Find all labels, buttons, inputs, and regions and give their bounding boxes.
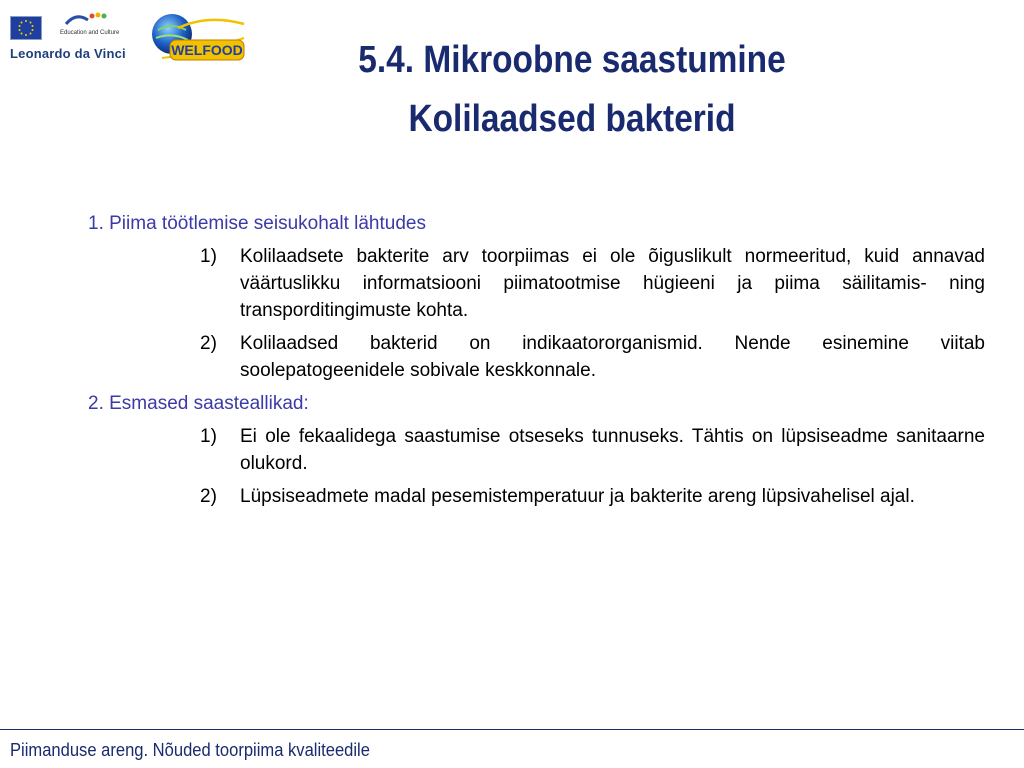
welfood-logo-icon <box>148 8 248 70</box>
item-text: Lüpsiseadmete madal pesemistemperatuur ja bakterite areng lüpsivahelisel ajal. <box>240 486 915 507</box>
item-number: 1) <box>200 426 217 447</box>
item-text: Kolilaadsed bakterid on indikaatororganismid. Nende esinemine viitab soolepatogeenidele sobivale keskkonnale. <box>240 333 985 381</box>
item-text: Kolilaadsete bakterite arv toorpiimas ei ole õiguslikult normeeritud, kuid annavad väärtuslikku informatsiooni piimatootmise hügieeni ja piima säilitamis- ning transporditingimuste kohta. <box>240 246 985 321</box>
edu-caption: Education and Culture <box>60 30 120 36</box>
eu-flag-icon <box>10 16 42 40</box>
item-number: 2) <box>200 486 217 507</box>
list-item <box>88 243 985 324</box>
slide-subtitle: Kolilaadsed bakterid <box>408 98 736 140</box>
item-text: Ei ole fekaalidega saastumise otseseks tunnuseks. Tähtis on lüpsiseadme sanitaarne olukord. <box>240 426 985 474</box>
section-heading-2: 2. Esmased saasteallikad: <box>88 393 309 414</box>
program-name: Leonardo da Vinci <box>10 46 126 61</box>
footer-divider <box>0 729 1024 730</box>
list-item <box>88 423 985 477</box>
slide-body <box>88 210 985 510</box>
item-number: 2) <box>200 333 217 354</box>
list-item <box>88 330 985 384</box>
svg-text:WELFOOD: WELFOOD <box>171 42 243 58</box>
logo-area <box>0 0 260 80</box>
footer-text: Piimanduse areng. Nõuded toorpiima kvaliteedile <box>10 740 370 760</box>
education-culture-icon <box>62 10 112 28</box>
section-heading-1: 1. Piima töötlemise seisukohalt lähtudes <box>88 213 426 234</box>
list-item <box>88 483 985 510</box>
slide-title: 5.4. Mikroobne saastumine <box>358 39 786 81</box>
item-number: 1) <box>200 246 217 267</box>
